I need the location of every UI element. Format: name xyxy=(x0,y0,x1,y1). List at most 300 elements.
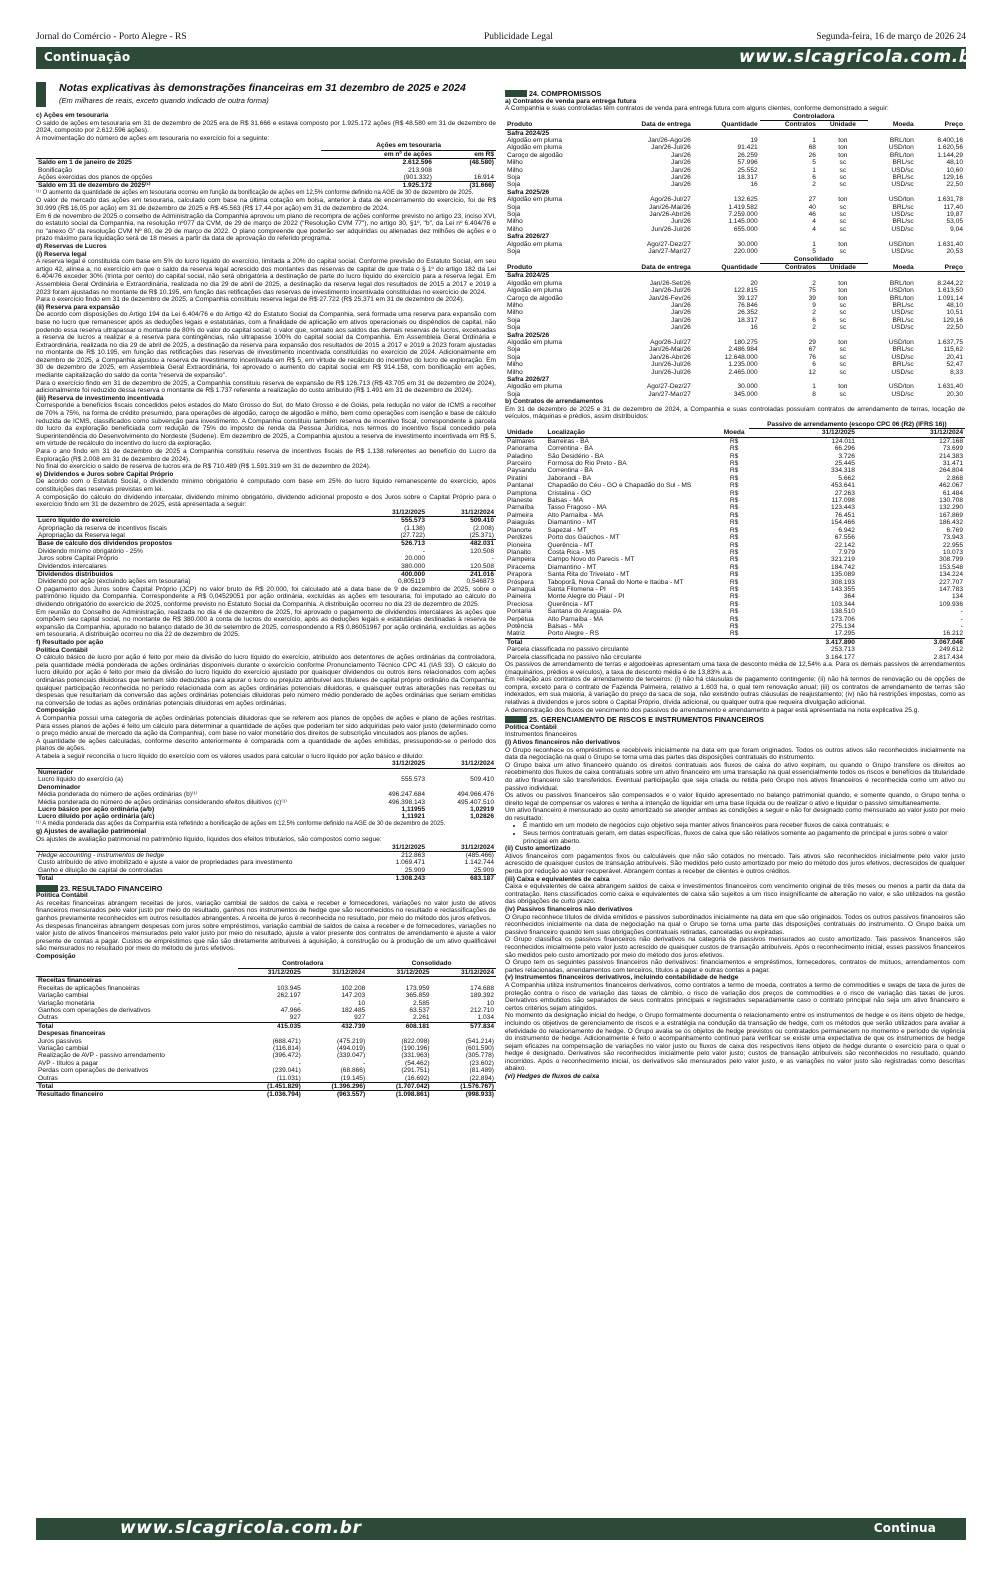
table-cell: 76.846 xyxy=(737,301,758,309)
table-row xyxy=(505,616,965,623)
col-header: 31/12/2025 xyxy=(238,968,302,976)
table-cell: Soja xyxy=(507,316,521,324)
paragraph: As despesas financeiras abrangem despesas com juros sobre empréstimos, variação cambial de saldos de caixa a receber e de fornecedores, variações no valor justo de ativos financeiros mensurados pelo valor justo por meio do resultado, ajuste a valor presente dos contratos de arrendamento e ajuste a valor presente de contas a pagar. Custos de empréstimos que não são diretamente atribuíveis à aquisição, à construção ou à produção de um ativo qualificável são mensurados no resultado por meio do método de juros efetivos. xyxy=(36,922,496,953)
table-cell: (1.576.767) xyxy=(432,1082,496,1090)
table-cell: 2.465.000 xyxy=(728,368,758,376)
table-cell: 577.834 xyxy=(432,1022,496,1030)
table-cell xyxy=(916,332,965,339)
table-cell: Costa Rica - MS xyxy=(547,548,596,556)
table-cell: (963.557) xyxy=(303,1091,367,1099)
table-cell: Ago/27-Dez/27 xyxy=(646,240,691,248)
table-cell: Jan/26 xyxy=(671,174,691,182)
table-cell: Pirapora xyxy=(507,571,532,579)
table-cell: (23.602) xyxy=(469,1059,494,1067)
table-cell xyxy=(818,376,868,383)
table-cell xyxy=(818,129,868,137)
table-cell: Algodão em pluma xyxy=(507,137,562,144)
table-cell: R$ xyxy=(729,585,739,593)
table-cell: ton xyxy=(838,279,848,287)
table-cell: Variação cambial xyxy=(38,1044,89,1052)
table-cell: 275.134 xyxy=(831,622,855,630)
table-cell: 3.067.046 xyxy=(857,638,965,646)
table-cell: Saldo em 31 de dezembro de 2025⁽¹⁾ xyxy=(36,182,321,190)
table-cell: USD/ton xyxy=(888,383,914,391)
table-cell: 1.091,14 xyxy=(937,294,963,302)
table-cell: 61.484 xyxy=(942,489,963,497)
table-cell: 212.863 xyxy=(401,851,425,859)
notes-title: Notas explicativas às demonstrações financeiras em 31 dezembro de 2025 e 2024 xyxy=(59,82,466,94)
table-row xyxy=(36,1030,496,1037)
col-header: Localização xyxy=(546,429,720,437)
table-row xyxy=(505,467,965,474)
table-cell xyxy=(303,1030,367,1037)
table-cell: BRL/sc xyxy=(892,346,914,354)
table-cell: 415.035 xyxy=(238,1022,302,1030)
table-cell: 147.783 xyxy=(939,585,963,593)
table-cell: Palmeira xyxy=(507,511,534,519)
table-cell: 67 xyxy=(808,346,816,354)
table-cell: 73.943 xyxy=(942,534,963,542)
table-cell: 25.909 xyxy=(473,866,494,874)
table-cell: 927 xyxy=(289,1014,301,1022)
table-cell: 9,04 xyxy=(950,225,963,233)
table-cell: 16.212 xyxy=(942,630,963,638)
table-cell: (1.138) xyxy=(404,524,425,532)
table-cell: AVP - títulos a pagar xyxy=(38,1059,99,1067)
table-cell: Querência - MT xyxy=(547,541,594,549)
table-cell: 495.407.510 xyxy=(457,798,494,806)
table-row xyxy=(505,332,965,339)
paragraph: O pagamento dos Juros sobre Capital Próprio (JCP) no valor bruto de R$ 20.000, foi calculado até a data base de 9 de dezembro de 2025, sobre o patrimônio líquido da Companhia. Correspondente a R$ 0,04529051 por ação ordinária, excluídas as ações em tesouraria, foi imputado ao cálculo do dividendo obrigatório do exercício de 2025, conforme previsto no Estatuto Social da Companhia. A distribuição ocorreu no dia 23 de dezembro de 2025. xyxy=(36,585,496,608)
table-cell xyxy=(238,977,302,985)
table-row xyxy=(36,517,496,525)
col-group: Ações em tesouraria xyxy=(321,142,496,150)
running-head xyxy=(36,32,966,46)
section-marker xyxy=(36,82,46,107)
table-cell: 6.942 xyxy=(838,526,855,534)
table-cell: Planorte xyxy=(507,526,532,534)
table-cell: 117,40 xyxy=(943,203,963,211)
table-cell: 39.127 xyxy=(737,294,758,302)
table-row xyxy=(505,167,965,174)
table-cell: 1,02826 xyxy=(470,813,494,821)
leases-table xyxy=(505,421,965,661)
col-header: Contratos xyxy=(760,263,818,271)
table-cell: sc xyxy=(839,353,847,361)
table-cell: ton xyxy=(838,294,848,302)
table-cell: (1.451.829) xyxy=(238,1082,302,1090)
table-cell: 10 xyxy=(357,999,366,1007)
table-cell: 1 xyxy=(812,166,816,174)
subheading: (vi) Hedges de fluxos de caixa xyxy=(505,1073,600,1081)
table-cell: 73.699 xyxy=(942,445,963,453)
table-cell: Balsas - MA xyxy=(547,497,584,505)
table-cell: USD/sc xyxy=(891,368,914,376)
paragraph: As receitas financeiras abrangem receitas de juros, variação cambial de saldos de caixa e receber e fornecedores, variações no valor justo de ativos financeiros mensurados pelo valor justo por meio do resultado, ganhos nos instrumentos de hedge que são reconhecidos no resultado e reclassificações de ganhos previamente reconhecidos em outros resultados abrangentes. A receita de juros é reconhecida no resultado, por meio do método dos juros efetivos. xyxy=(36,899,496,922)
table-cell: R$ xyxy=(729,482,739,490)
table-row xyxy=(36,532,496,540)
table-cell: 509.410 xyxy=(470,517,494,525)
table-cell: 129,16 xyxy=(942,174,963,182)
table-cell: Variação cambial xyxy=(38,992,89,1000)
table-cell: Jan/26-Abr/26 xyxy=(649,353,691,361)
table-cell: Lucro diluído por ação ordinária (a/c) xyxy=(38,813,155,821)
table-cell: Próspera xyxy=(507,578,534,586)
table-cell: - xyxy=(422,547,425,555)
table-row xyxy=(505,369,965,376)
table-cell: Soja xyxy=(507,324,521,332)
table-cell xyxy=(719,638,748,646)
table-cell: Milho xyxy=(507,301,523,309)
col-header: Preço xyxy=(916,263,965,271)
table-cell: BRL/ton xyxy=(889,279,914,287)
company-url[interactable]: www.slcagricola.com.br xyxy=(739,47,981,67)
table-cell: Soja xyxy=(507,211,521,219)
table-cell: Barreiras - BA xyxy=(547,437,589,445)
table-cell: 5 xyxy=(812,248,816,256)
table-cell: sc xyxy=(839,390,847,398)
table-cell xyxy=(432,977,496,985)
table-cell: Ago/26-Jul/27 xyxy=(650,196,691,204)
col-header: 31/12/2025 xyxy=(358,760,427,768)
table-cell: - xyxy=(960,622,963,630)
table-row xyxy=(505,542,965,549)
subheading: (iii) Reserva de investimento incentivada xyxy=(36,394,164,402)
table-cell: Chapadão do Céu - GO e Chapadão do Sul - MS xyxy=(547,482,692,490)
table-cell: R$ xyxy=(729,474,739,482)
table-cell xyxy=(868,233,916,240)
table-cell: 8,33 xyxy=(950,368,963,376)
table-cell: 683.187 xyxy=(427,875,496,883)
table-cell xyxy=(760,189,818,196)
table-row xyxy=(36,875,496,883)
col-header: Data de entrega xyxy=(604,263,693,271)
table-cell: 3.417.890 xyxy=(749,638,857,646)
table-cell: 63.537 xyxy=(409,1006,430,1014)
table-cell: Jan/26-Set/26 xyxy=(649,279,691,287)
table-row xyxy=(505,534,965,541)
table-cell: Milho xyxy=(507,309,523,317)
table-row xyxy=(36,1067,496,1074)
table-cell: R$ xyxy=(729,608,739,616)
table-cell: Realização de AVP - passivo arrendamento xyxy=(38,1052,165,1060)
subheading: (iv) Passivos financeiros não derivativos xyxy=(505,906,633,913)
table-cell: sc xyxy=(839,301,847,309)
table-cell: Dividendo por ação (excluindo ações em tesouraria) xyxy=(38,578,191,586)
table-cell: Custo atribuído de ativo imobilizado e ajuste a valor de propriedades para investimento xyxy=(38,859,293,867)
table-cell: Bonificação xyxy=(38,166,73,174)
table-cell: 2 xyxy=(812,309,816,317)
paragraph: O valor de mercado das ações em tesouraria, calculado com base na última cotação em bolsa, anterior à data de encerramento do exercício, foi de R$ 30.999 (R$ 16,05 por ação) em 31 de dezembro de 2025 e R$ 45.563 (R$ 17,44 por ação) em 31 de dezembro de 2024. xyxy=(36,197,496,212)
paragraph: A movimentação do número de ações em tesouraria no exercício foi a seguinte: xyxy=(36,134,270,142)
table-cell: Jun/26-Jul/26 xyxy=(651,225,691,233)
table-cell: 115,62 xyxy=(943,346,963,354)
table-cell: 122.815 xyxy=(733,287,758,295)
col-group: Controladora xyxy=(760,113,868,121)
table-cell: 1.637,75 xyxy=(937,338,963,346)
table-cell: Porto dos Gaúchos - MT xyxy=(547,534,620,542)
table-row xyxy=(36,776,496,783)
table-cell: 130.708 xyxy=(939,497,963,505)
table-cell: 22,50 xyxy=(946,324,963,332)
table-cell: (48.580) xyxy=(469,159,494,167)
table-cell: 17.295 xyxy=(834,630,855,638)
col-group: Consolidado xyxy=(367,960,496,968)
table-cell xyxy=(434,167,496,174)
table-cell: Milho xyxy=(507,166,523,174)
table-row xyxy=(505,361,965,368)
table-cell: 308.799 xyxy=(939,556,963,564)
table-cell: 48,10 xyxy=(946,301,963,309)
table-cell: 0,546873 xyxy=(466,578,494,586)
table-cell: 1 xyxy=(812,383,816,391)
table-cell: Média ponderada do número de ações ordinárias (b)⁽¹⁾ xyxy=(38,791,198,799)
table-cell: 68 xyxy=(808,144,816,152)
table-cell: (27.722) xyxy=(400,531,425,539)
table-cell: Parcela classificada no passivo não circulante xyxy=(507,653,642,661)
table-cell: 19,87 xyxy=(946,211,963,219)
table-row xyxy=(36,563,496,571)
company-url[interactable]: www.slcagricola.com.br xyxy=(120,1518,362,1538)
table-cell: (305.778) xyxy=(465,1052,494,1060)
table-cell xyxy=(818,332,868,339)
table-cell: (22.894) xyxy=(469,1074,494,1082)
table-cell: 57.996 xyxy=(737,159,758,167)
table-cell: BRL/sc xyxy=(892,174,914,182)
col-header: Unidade xyxy=(818,263,868,271)
list-item: • Seus termos contratuais geram, em datas específicas, fluxos de caixa que são relativos somente ao pagamento de principal e juros sobre o valor principal em aberto. xyxy=(523,830,965,845)
table-cell: 1 xyxy=(812,137,816,144)
paragraph: A Companhia utiliza instrumentos financeiros derivativos, como contratos a termo de moeda, contratos a termo de commodities e swaps de taxa de juros de proteção contra o risco de variação das taxas de câmbio, o risco de variação dos preços de commodities e o risco de variação das taxas de juros. Derivativos embutidos são separados de seus contratos principais e registrados separadamente caso o contrato principal não seja um ativo financeiro e certos critérios sejam atingidos. xyxy=(505,981,965,1012)
table-cell: Pantanal xyxy=(507,482,534,490)
heading-f: f) Resultado por ação xyxy=(36,638,104,646)
table-cell: Algodão em pluma xyxy=(507,279,562,287)
table-cell: 1.631,40 xyxy=(937,383,963,391)
table-cell: sc xyxy=(839,346,847,354)
table-cell: Hedge accounting - instrumentos de hedge xyxy=(38,851,165,859)
paragraph: A Companhia e suas controladas têm contratos de venda para entrega futura com alguns clientes, conforme demonstrado a seguir: xyxy=(505,105,889,113)
paragraph: O Grupo reconhece os empréstimos e recebíveis inicialmente na data em que foram originados. Todos os outros ativos são reconhecidos inicialmente na data da negociação na qual o Grupo se torna uma das partes das disposições contratuais do instrumento. xyxy=(505,746,965,762)
table-cell: Safra 2025/26 xyxy=(507,188,550,196)
paragraph: No final do exercício o saldo de reserva de lucros era de R$ 710.489 (R$ 1.591.319 em 31 de dezembro de 2024). xyxy=(36,463,371,471)
table-cell: R$ xyxy=(729,541,739,549)
table-cell: ton xyxy=(838,338,848,346)
table-cell: 174.688 xyxy=(470,984,494,992)
table-cell: Alto Parnaíba - MA xyxy=(547,615,604,623)
table-cell: São Desidério - BA xyxy=(547,452,604,460)
table-cell: Jan/26-Mai/26 xyxy=(649,203,691,211)
table-row xyxy=(505,324,965,331)
table-cell: BRL/sc xyxy=(892,316,914,324)
subheading: Política Contábil xyxy=(505,723,557,731)
table-row xyxy=(505,490,965,497)
table-cell: (339.047) xyxy=(336,1052,366,1060)
table-cell: 16 xyxy=(750,181,758,189)
table-cell: sc xyxy=(839,174,847,182)
table-cell: 496.398.143 xyxy=(388,798,425,806)
table-cell: ton xyxy=(838,383,848,391)
table-row xyxy=(36,1075,496,1083)
table-cell: 364 xyxy=(843,593,855,601)
table-cell: Jan/26 xyxy=(671,324,691,332)
table-cell: Matriz xyxy=(507,630,525,638)
table-cell: 6.769 xyxy=(946,526,963,534)
table-cell: 102.208 xyxy=(341,984,366,992)
table-cell xyxy=(432,1030,496,1037)
table-cell: Safra 2024/25 xyxy=(507,129,550,137)
table-cell: Jan/26-Mai/26 xyxy=(649,346,691,354)
table-row xyxy=(505,579,965,586)
heading-c: c) Ações em tesouraria xyxy=(36,112,109,119)
table-cell: ton xyxy=(838,287,848,295)
table-cell: 526.713 xyxy=(358,540,427,548)
table-cell xyxy=(303,977,367,985)
notes-header xyxy=(36,82,476,110)
paragraph: Para o ano findo em 31 de dezembro de 2025 a Companhia constituiu reserva de incentivos fiscais de R$ 1.138 referentes ao benefício do Lucro da Exploração (R$ 2.008 em 31 de dezembro de 2024). xyxy=(36,448,496,463)
table-cell: 1.142.744 xyxy=(464,859,494,867)
table-cell: (25.371) xyxy=(469,531,494,539)
col-header: Quantidade xyxy=(693,263,760,271)
table-cell: 8.400,16 xyxy=(937,137,963,144)
table-row xyxy=(505,218,965,225)
table-row xyxy=(505,630,965,638)
table-row xyxy=(505,181,965,188)
table-cell: BRL/ton xyxy=(889,137,914,144)
table-cell xyxy=(604,376,693,383)
table-cell: R$ xyxy=(729,526,739,534)
col-header: 31/12/2025 xyxy=(749,429,857,437)
table-cell: Jan/26-Jul/26 xyxy=(651,144,691,152)
table-cell: Porto Alegre - RS xyxy=(547,630,599,638)
table-row xyxy=(505,654,965,661)
table-cell: USD/ton xyxy=(888,196,914,204)
table-cell: Total xyxy=(36,875,358,883)
table-cell: 29 xyxy=(808,338,816,346)
table-cell: Tasso Fragoso - MA xyxy=(547,504,607,512)
table-cell: 147.203 xyxy=(341,992,366,1000)
table-row xyxy=(36,525,496,532)
table-cell: - xyxy=(362,1059,366,1067)
table-row xyxy=(505,376,965,383)
table-cell: 2.585 xyxy=(413,999,430,1007)
table-row xyxy=(505,144,965,151)
table-cell: 124.011 xyxy=(831,437,855,445)
table-cell: sc xyxy=(839,368,847,376)
table-cell: 6 xyxy=(812,174,816,182)
table-cell: 345.000 xyxy=(733,390,758,398)
table-cell: 135.089 xyxy=(831,571,855,579)
table-cell: Apropriação da Reserva legal xyxy=(38,531,125,539)
table-cell: Lucro líquido do exercício xyxy=(38,517,121,525)
table-cell: USD/ton xyxy=(888,338,914,346)
table-cell: 12.648.000 xyxy=(724,353,758,361)
table-cell: 220.000 xyxy=(733,248,758,256)
table-cell: Jan/26 xyxy=(671,181,691,189)
table-cell xyxy=(693,129,760,137)
col-header: Moeda xyxy=(719,429,748,437)
table-cell: ton xyxy=(838,137,848,144)
table-row xyxy=(36,555,496,562)
table-cell: USD/sc xyxy=(891,181,914,189)
table-cell: Jan/26-Abr/26 xyxy=(649,211,691,219)
table-cell xyxy=(916,272,965,280)
table-cell: 138.510 xyxy=(831,608,855,616)
table-cell: 253.713 xyxy=(831,646,855,654)
heading-g: g) Ajustes de avaliação patrimonial xyxy=(36,828,147,836)
paragraph: O Grupo tem os seguintes passivos financeiros não derivativos: financiamentos e empréstimos, fornecedores, contratos de mútuos, arrendamentos com partes relacionadas, arrendamentos com terceiros, títulos a pagar e outras contas a pagar. xyxy=(505,959,965,974)
table-cell: 7.259.000 xyxy=(728,211,758,219)
paragraph: Para o exercício findo em 31 de dezembro de 2025, a Companhia constituiu reserva de expansão de R$ 126.713 (R$ 43.705 em 31 de dezembro de 2024), adicionalmente foi reduzido dessa reserva o montante de R$ 1.737 referente a realização do custo atribuído (R$ 1.491 em 31 de dezembro de 2024). xyxy=(36,379,496,395)
table-cell xyxy=(916,376,965,383)
table-row xyxy=(505,295,965,302)
table-cell: 22.955 xyxy=(942,541,963,549)
table-cell: 3.164.177 xyxy=(825,653,855,661)
table-cell: 27 xyxy=(808,196,816,204)
table-cell: Ganho e diluição de capital de controladas xyxy=(38,866,163,874)
table-cell: Jan/26 xyxy=(671,301,691,309)
table-cell: R$ xyxy=(729,437,739,445)
table-cell: 25.552 xyxy=(737,166,758,174)
table-cell: Ganhos com operações de derivativos xyxy=(38,1006,151,1014)
subheading: (v) Instrumentos financeiros derivativos, incluindo contabilidade de hedge xyxy=(505,974,739,982)
table-cell: sc xyxy=(839,218,847,226)
table-cell: USD/ton xyxy=(888,144,914,152)
table-cell: (1.707.042) xyxy=(367,1082,431,1090)
col-header: em nº de ações xyxy=(321,150,434,158)
table-cell: 12 xyxy=(808,368,816,376)
col-header: em R$ xyxy=(434,150,496,158)
col-header: 31/12/2024 xyxy=(427,509,496,517)
table-cell: Parnaguá xyxy=(507,585,536,593)
table-row xyxy=(505,241,965,248)
table-cell: USD/sc xyxy=(891,211,914,219)
col-header: Unidade xyxy=(818,121,868,129)
table-cell: 20,30 xyxy=(946,390,963,398)
table-cell: R$ xyxy=(729,556,739,564)
table-cell: Parceiro xyxy=(507,460,532,468)
section-24-heading xyxy=(505,90,965,98)
table-cell: 19 xyxy=(750,137,758,144)
table-cell: Piratini xyxy=(507,474,528,482)
table-cell: Juros sobre Capital Próprio xyxy=(38,555,118,563)
subheading: (ii) Reserva para expansão xyxy=(36,303,120,311)
table-cell: 48,10 xyxy=(946,159,963,167)
table-cell: sc xyxy=(839,316,847,324)
table-cell: 52,47 xyxy=(946,361,963,369)
table-cell: (688.471) xyxy=(272,1037,301,1045)
table-cell: Paineira xyxy=(507,593,532,601)
table-cell xyxy=(868,376,916,383)
col-header: Moeda xyxy=(868,263,916,271)
paragraph: O Grupo reconhece títulos de dívida emitidos e passivos subordinados inicialmente na data em que são originados. Todos os outros passivos financeiros são reconhecidos inicialmente na data de negociação na qual o Grupo se torna uma parte das disposições contratuais do instrumento. O Grupo baixa um passivo financeiro quando tem suas obrigações contratuais retiradas, canceladas ou expiradas. xyxy=(505,913,965,936)
table-cell: 26 xyxy=(808,151,816,159)
table-cell: Jaborandi - BA xyxy=(547,474,592,482)
table-row xyxy=(36,1007,496,1014)
table-cell: Milho xyxy=(507,368,523,376)
heading-b: b) Contratos de arrendamentos xyxy=(505,398,604,406)
table-cell: BRL/ton xyxy=(889,294,914,302)
table-cell: Algodão em pluma xyxy=(507,240,562,248)
table-cell: 8.244,22 xyxy=(937,279,963,287)
table-cell: Jan/26 xyxy=(671,151,691,159)
table-cell: R$ xyxy=(729,534,739,542)
table-cell: 132.290 xyxy=(939,504,963,512)
table-cell: R$ xyxy=(729,630,739,638)
table-cell: Saldo em 1 de janeiro de 2025 xyxy=(38,159,132,167)
table-cell xyxy=(818,189,868,196)
table-cell: 182.485 xyxy=(341,1006,366,1014)
table-cell: Correntina - BA xyxy=(547,445,593,453)
